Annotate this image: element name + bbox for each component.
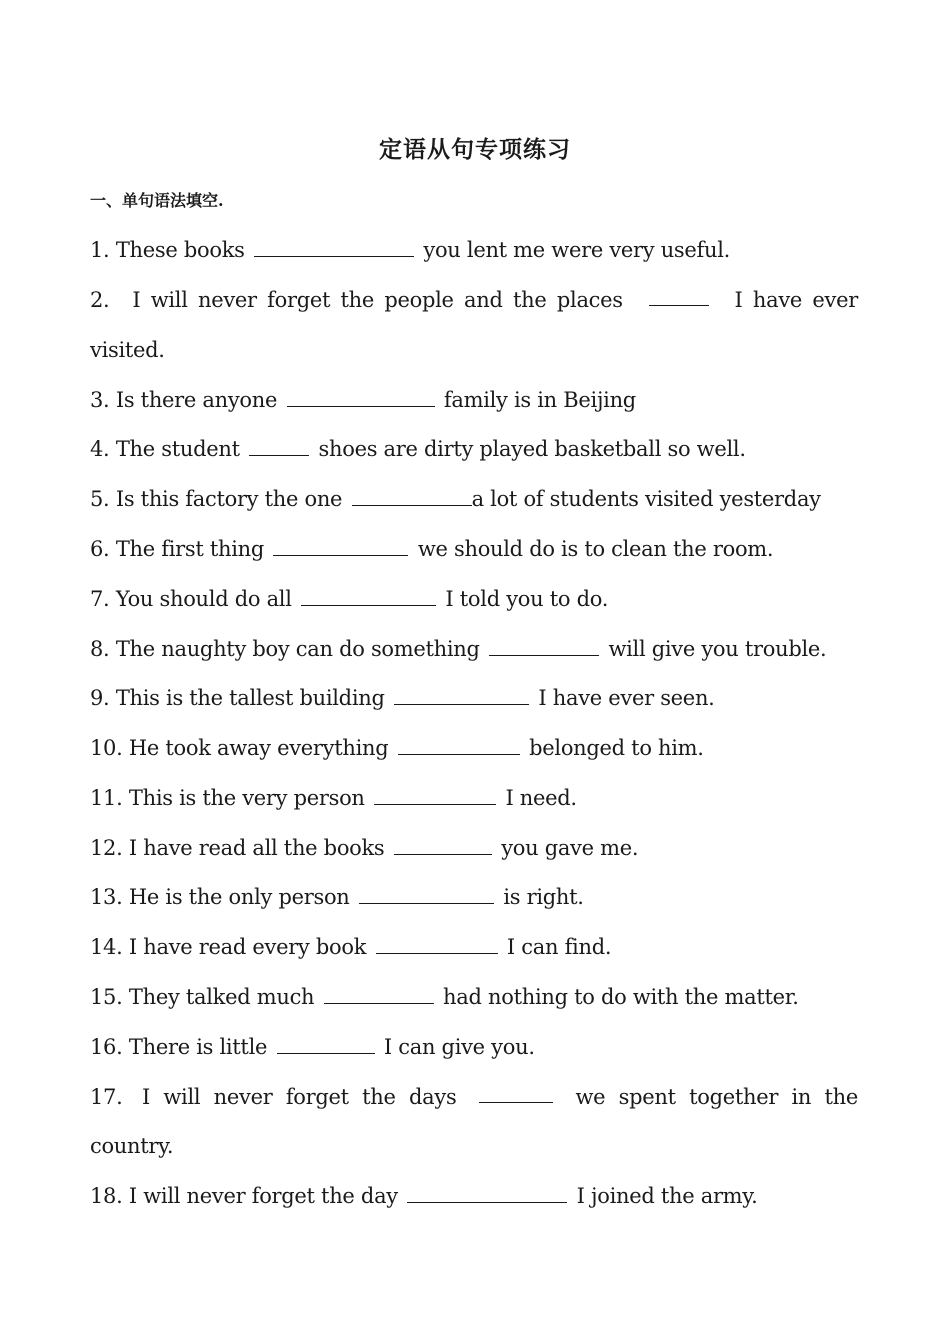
answer-blank[interactable] <box>301 585 436 606</box>
question-text-before: You should do all <box>115 587 292 611</box>
question-text-before: I will never forget the people and the places <box>132 288 623 312</box>
question-6 <box>90 534 773 564</box>
answer-blank[interactable] <box>352 485 472 506</box>
question-number: 17. <box>90 1085 123 1109</box>
answer-blank[interactable] <box>407 1182 567 1203</box>
question-number: 8. <box>90 637 110 661</box>
question-4 <box>90 434 746 464</box>
question-text-after: family is in Beijing <box>443 388 636 412</box>
question-number: 7. <box>90 587 110 611</box>
question-16 <box>90 1032 535 1062</box>
question-15 <box>90 982 799 1012</box>
question-number: 14. <box>90 935 123 959</box>
question-number: 4. <box>90 437 110 461</box>
question-11 <box>90 783 577 813</box>
answer-blank[interactable] <box>249 435 309 456</box>
question-8 <box>90 634 826 664</box>
question-17-continuation: country. <box>90 1134 174 1158</box>
question-text-after: I can give you. <box>383 1035 535 1059</box>
question-text-before: This is the tallest building <box>115 686 385 710</box>
question-number: 3. <box>90 388 110 412</box>
answer-blank[interactable] <box>287 386 435 407</box>
question-text-after: I have ever seen. <box>538 686 715 710</box>
answer-blank[interactable] <box>489 635 599 656</box>
answer-blank[interactable] <box>394 834 492 855</box>
answer-blank[interactable] <box>374 784 496 805</box>
answer-blank[interactable] <box>398 734 520 755</box>
question-number: 11. <box>90 786 123 810</box>
answer-blank[interactable] <box>649 285 709 306</box>
question-text-after: I joined the army. <box>576 1184 758 1208</box>
question-text-after: we should do is to clean the room. <box>417 537 774 561</box>
question-number: 15. <box>90 985 123 1009</box>
question-number: 16. <box>90 1035 123 1059</box>
question-text-before: I will never forget the days <box>142 1085 457 1109</box>
question-number: 10. <box>90 736 123 760</box>
section-heading: 一、单句语法填空. <box>90 191 224 210</box>
question-text-after: belonged to him. <box>529 736 704 760</box>
question-number: 13. <box>90 885 123 909</box>
question-text-before: The first thing <box>115 537 265 561</box>
question-text-before: Is there anyone <box>115 388 278 412</box>
question-text-after: I told you to do. <box>445 587 609 611</box>
question-10 <box>90 733 704 763</box>
question-12 <box>90 833 638 863</box>
question-9 <box>90 683 715 713</box>
answer-blank[interactable] <box>324 983 434 1004</box>
question-text-after: you gave me. <box>501 836 639 860</box>
question-text-after: will give you trouble. <box>608 637 827 661</box>
question-text-before: He took away everything <box>128 736 389 760</box>
question-text-after: we spent together in the <box>575 1085 858 1109</box>
question-text-before: The student <box>115 437 240 461</box>
question-number: 6. <box>90 537 110 561</box>
answer-blank[interactable] <box>273 535 408 556</box>
question-text-after: I have ever <box>734 288 858 312</box>
answer-blank[interactable] <box>254 236 414 257</box>
question-2-continuation: visited. <box>90 338 165 362</box>
question-text-after: a lot of students visited yesterday <box>471 487 821 511</box>
question-1 <box>90 235 730 265</box>
question-13 <box>90 882 584 912</box>
question-text-before: This is the very person <box>128 786 365 810</box>
answer-blank[interactable] <box>277 1033 375 1054</box>
question-14 <box>90 932 611 962</box>
question-text-before: They talked much <box>128 985 315 1009</box>
question-text-before: There is little <box>128 1035 268 1059</box>
question-text-after: I can find. <box>506 935 612 959</box>
question-text-after: I need. <box>505 786 577 810</box>
question-5 <box>90 484 821 514</box>
question-text-before: The naughty boy can do something <box>115 637 480 661</box>
answer-blank[interactable] <box>376 933 498 954</box>
question-number: 2. <box>90 288 110 312</box>
question-text-before: I will never forget the day <box>128 1184 398 1208</box>
question-17 <box>90 1082 858 1112</box>
question-text-before: I have read every book <box>128 935 367 959</box>
question-3 <box>90 385 636 415</box>
question-18 <box>90 1181 757 1211</box>
question-number: 1. <box>90 238 110 262</box>
answer-blank[interactable] <box>479 1082 553 1103</box>
page-title: 定语从句专项练习 <box>379 136 571 163</box>
question-text-before: He is the only person <box>128 885 350 909</box>
question-text-after: is right. <box>503 885 584 909</box>
question-text-after: you lent me were very useful. <box>423 238 731 262</box>
question-text-after: had nothing to do with the matter. <box>443 985 799 1009</box>
question-text-before: Is this factory the one <box>115 487 343 511</box>
question-7 <box>90 584 608 614</box>
question-2 <box>90 285 858 315</box>
question-text-after: shoes are dirty played basketball so well. <box>318 437 746 461</box>
question-number: 18. <box>90 1184 123 1208</box>
question-text-before: These books <box>115 238 245 262</box>
question-text-before: I have read all the books <box>128 836 385 860</box>
question-number: 12. <box>90 836 123 860</box>
answer-blank[interactable] <box>359 883 494 904</box>
question-number: 5. <box>90 487 110 511</box>
answer-blank[interactable] <box>394 684 529 705</box>
question-number: 9. <box>90 686 110 710</box>
